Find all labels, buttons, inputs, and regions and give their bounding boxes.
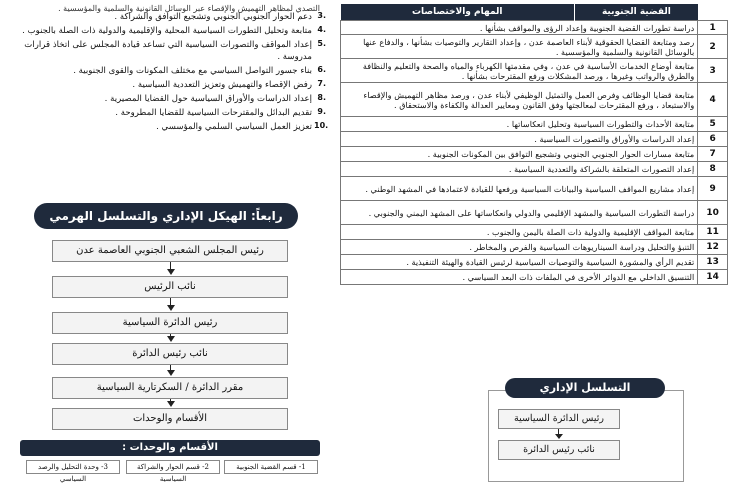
table-body (341, 21, 728, 285)
table-cell-number: 10 (698, 201, 728, 225)
arrow-down-icon (167, 336, 175, 342)
table-cell-number: 14 (698, 270, 728, 285)
arrow-down-icon (167, 401, 175, 407)
table-cell-task: التنسيق الداخلي مع الدوائر الأخرى في الملفات ذات البعد السياسي . (341, 270, 698, 285)
table-cell-number: 1 (698, 21, 728, 35)
table-cell-number: 3 (698, 59, 728, 83)
header-tasks: المهام والاختصاصات (341, 4, 575, 21)
table-cell-task: التنبؤ والتحليل ودراسة السيناريوهات السياسية والفرص والمخاطر . (341, 240, 698, 255)
list-item (8, 39, 326, 63)
list-item (8, 11, 326, 23)
goal-text: تقديم البدائل والمقترحات السياسية للقضايا المطروحة . (115, 108, 312, 118)
admin-box: رئيس الدائرة السياسية (498, 409, 620, 429)
goals-list (8, 11, 329, 135)
table-cell-task: إعداد التصورات المتعلقة بالشراكة والتعددية السياسية . (341, 162, 698, 177)
list-item (8, 93, 326, 105)
table-row (341, 225, 728, 240)
goal-text: متابعة وتحليل التطورات السياسية المحلية والإقليمية والدولية ذات الصلة بالجنوب . (22, 26, 312, 36)
table-cell-number: 12 (698, 240, 728, 255)
table-cell-number: 6 (698, 132, 728, 147)
table-row (341, 59, 728, 83)
arrow-down-icon (167, 305, 175, 311)
goal-text: تعزيز العمل السياسي السلمي والمؤسسي . (156, 122, 312, 132)
hierarchy-box: رئيس الدائرة السياسية (52, 312, 288, 334)
table-cell-task: متابعة الأحداث والتطورات السياسية وتحليل انعكاساتها . (341, 117, 698, 132)
table-cell-task: رصد ومتابعة القضايا الحقوقية لأبناء العاصمة عدن ، وإعداد التقارير والتوصيات بشأنها ، والدفاع عنها بالوسائل القانونية والسلمية والمؤسسية . (341, 35, 698, 59)
hierarchy-box: رئيس المجلس الشعبي الجنوبي العاصمة عدن (52, 240, 288, 262)
goal-number: 3. (317, 11, 326, 20)
goal-number: 7. (317, 79, 326, 88)
arrow-down-icon (167, 370, 175, 376)
table-cell-number: 2 (698, 35, 728, 59)
table-row (341, 147, 728, 162)
unit-box: 1- قسم القضية الجنوبية (224, 460, 318, 474)
goal-text: دعم الحوار الجنوبي الجنوبي وتشجيع التوافق والشراكة . (114, 12, 312, 22)
list-item (8, 79, 326, 91)
table-cell-task: دراسة التطورات السياسية والمشهد الإقليمي والدولي وانعكاساتها على المشهد اليمني والجنوبي . (341, 201, 698, 225)
list-item (8, 65, 326, 77)
table-cell-number: 4 (698, 83, 728, 117)
table-cell-task: دراسة تطورات القضية الجنوبية وإعداد الرؤى والمواقف بشأنها . (341, 21, 698, 35)
table-cell-number: 11 (698, 225, 728, 240)
goal-number: 4. (317, 25, 326, 34)
table-cell-number: 13 (698, 255, 728, 270)
unit-box: 2- قسم الحوار والشراكة السياسية (126, 460, 220, 474)
table-cell-task: متابعة المواقف الإقليمية والدولية ذات الصلة باليمن والجنوب . (341, 225, 698, 240)
admin-title: التسلسل الإداري (505, 378, 665, 398)
unit-box: 3- وحدة التحليل والرصد السياسي (26, 460, 120, 474)
table-cell-number: 8 (698, 162, 728, 177)
list-item (8, 121, 329, 133)
admin-box: نائب رئيس الدائرة (498, 440, 620, 460)
table-row (341, 21, 728, 35)
table-header-row (341, 4, 728, 21)
table-cell-task: تقديم الرأي والمشورة السياسية والتوصيات السياسية لرئيس القيادة والهيئة التنفيذية . (341, 255, 698, 270)
table-row (341, 132, 728, 147)
hierarchy-box: نائب الرئيس (52, 276, 288, 298)
arrow-down-icon (555, 434, 563, 439)
table-row (341, 83, 728, 117)
goal-number: 5. (317, 39, 326, 48)
table-cell-number: 7 (698, 147, 728, 162)
list-item (8, 25, 326, 37)
goal-text: إعداد الدراسات والأوراق السياسية حول القضايا المصيرية . (104, 94, 312, 104)
table-cell-task: إعداد الدراسات والأوراق والتصورات السياسية . (341, 132, 698, 147)
list-item (8, 107, 326, 119)
table-row (341, 35, 728, 59)
goal-number: 10. (314, 121, 329, 130)
admin-frame (488, 390, 684, 482)
table-cell-number: 5 (698, 117, 728, 132)
table-cell-number: 9 (698, 177, 728, 201)
goal-fragment-text: التصدي لمظاهر التهميش والإقصاء عبر الوسائل القانونية والسلمية والمؤسسية . (58, 4, 320, 13)
header-num (698, 4, 728, 21)
table-row (341, 162, 728, 177)
table-row (341, 270, 728, 285)
goal-text: بناء جسور التواصل السياسي مع مختلف المكونات والقوى الجنوبية . (73, 66, 312, 76)
goal-number: 9. (317, 107, 326, 116)
arrow-down-icon (167, 269, 175, 275)
hierarchy-box: الأقسام والوحدات (52, 408, 288, 430)
goal-text: رفض الإقصاء والتهميش وتعزيز التعددية السياسية . (132, 80, 312, 90)
table-row (341, 117, 728, 132)
structure-banner: رابعاً: الهيكل الإداري والتسلسل الهرمي (34, 203, 298, 229)
hierarchy-box: نائب رئيس الدائرة (52, 343, 288, 365)
left-column (0, 0, 330, 483)
table-row (341, 201, 728, 225)
table-row (341, 177, 728, 201)
header-issue: القضية الجنوبية (574, 4, 697, 21)
table-cell-task: متابعة مسارات الحوار الجنوبي الجنوبي وتشجيع التوافق بين المكونات الجنوبية . (341, 147, 698, 162)
table-cell-task: إعداد مشاريع المواقف السياسية والبيانات السياسية ورفعها للقيادة لاعتمادها في المشهد الوطني . (341, 177, 698, 201)
goal-number: 6. (317, 65, 326, 74)
table-row (341, 255, 728, 270)
tasks-table (340, 4, 728, 285)
goal-number: 8. (317, 93, 326, 102)
hierarchy-box: مقرر الدائرة / السكرتارية السياسية (52, 377, 288, 399)
table-cell-task: متابعة أوضاع الخدمات الأساسية في عدن ، وفي مقدمتها الكهرباء والمياه والصحة والتعليم والنظافة والطرق والرواتب وغيرها ، ورصد المشكلات ورفع المقترحات بشأنها . (341, 59, 698, 83)
goal-text: إعداد المواقف والتصورات السياسية التي تساعد قيادة المجلس على اتخاذ قرارات مدروسة . (24, 40, 312, 62)
table-cell-task: متابعة قضايا الوظائف وفرص العمل والتمثيل الوظيفي لأبناء عدن ، ورصد مظاهر التهميش والإقصاء والاستبعاد ، ورفع المقترحات لمعالجتها وفق القانون ومعايير العدالة والكفاءة والاستحقاق . (341, 83, 698, 117)
units-banner: الأقسام والوحدات : (20, 440, 320, 456)
table-row (341, 240, 728, 255)
